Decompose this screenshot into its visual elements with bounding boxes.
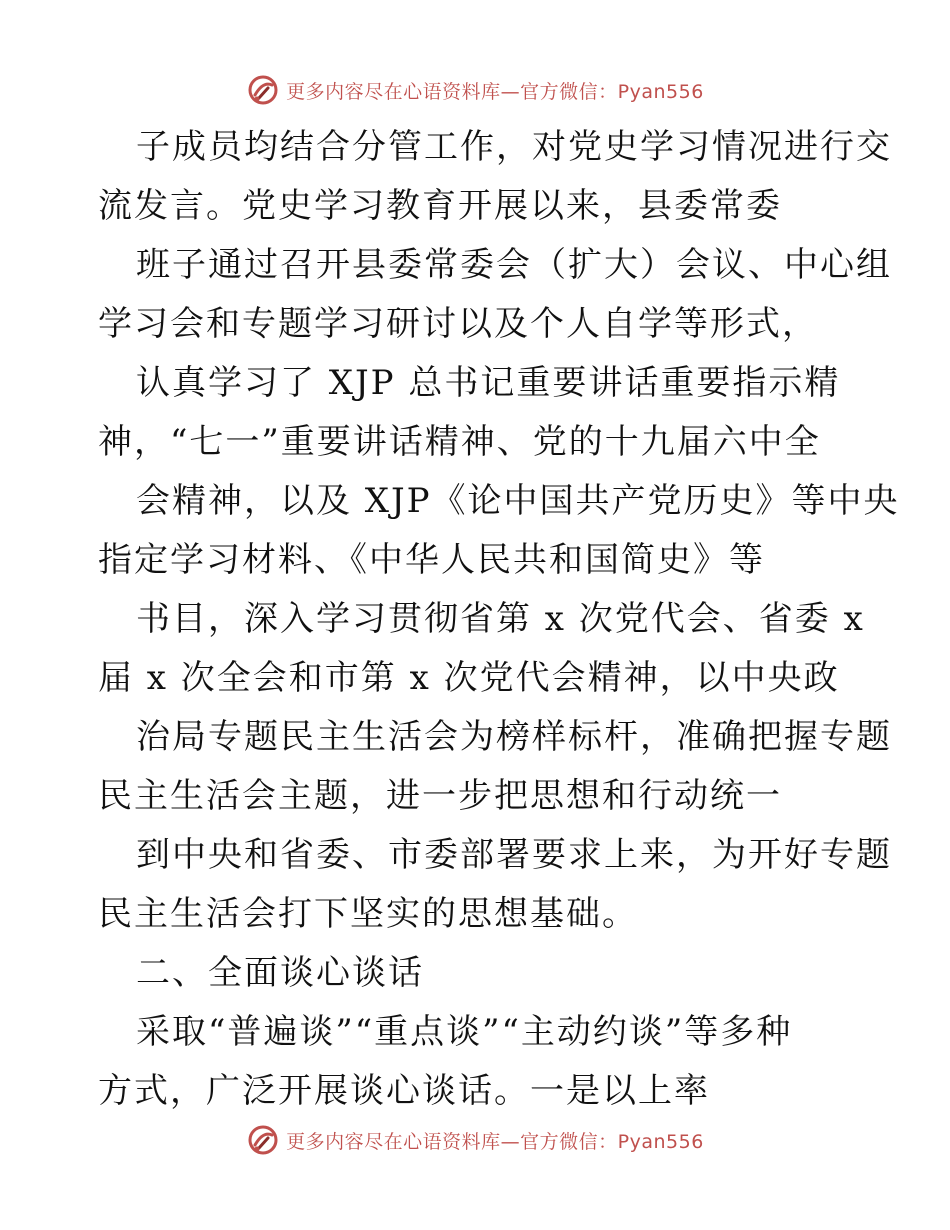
text-line: 指定学习材料、《中华人民共和国简史》等 (98, 540, 765, 580)
text-line: 民主生活会打下坚实的思想基础。 (98, 894, 638, 934)
text-line: 班子通过召开县委常委会（扩大）会议、中心组 (136, 245, 892, 285)
text-line: 二、全面谈心谈话 (136, 953, 424, 993)
footer-banner (0, 1120, 950, 1160)
text-line: 方式，广泛开展谈心谈话。一是以上率 (98, 1071, 710, 1111)
text-line: 治局专题民主生活会为榜样标杆，准确把握专题 (136, 717, 892, 757)
text-line: 子成员均结合分管工作，对党史学习情况进行交 (136, 127, 892, 167)
footer-banner-text: 更多内容尽在心语资料库—官方微信：Pyan556 (286, 1130, 704, 1153)
header-banner (0, 70, 950, 110)
text-line: 采取“普遍谈”“重点谈”“主动约谈”等多种 (136, 1012, 793, 1052)
text-line: 民主生活会主题，进一步把思想和行动统一 (98, 776, 782, 816)
text-line: 到中央和省委、市委部署要求上来，为开好专题 (136, 835, 892, 875)
text-line: 认真学习了 XJP 总书记重要讲话重要指示精 (136, 363, 841, 403)
pen-swirl-logo-icon (246, 73, 280, 107)
text-line: 书目，深入学习贯彻省第 x 次党代会、省委 x (136, 599, 865, 639)
text-line: 会精神，以及 XJP《论中国共产党历史》等中央 (136, 481, 900, 521)
header-banner-text: 更多内容尽在心语资料库—官方微信：Pyan556 (286, 80, 704, 103)
text-line: 流发言。党史学习教育开展以来，县委常委 (98, 186, 782, 226)
text-line: 学习会和专题学习研讨以及个人自学等形式， (98, 304, 818, 344)
document-body (98, 118, 900, 1121)
text-line: 神，“七一”重要讲话精神、党的十九届六中全 (98, 422, 821, 462)
text-line: 届 x 次全会和市第 x 次党代会精神，以中央政 (98, 658, 840, 698)
pen-swirl-logo-icon (246, 1123, 280, 1157)
